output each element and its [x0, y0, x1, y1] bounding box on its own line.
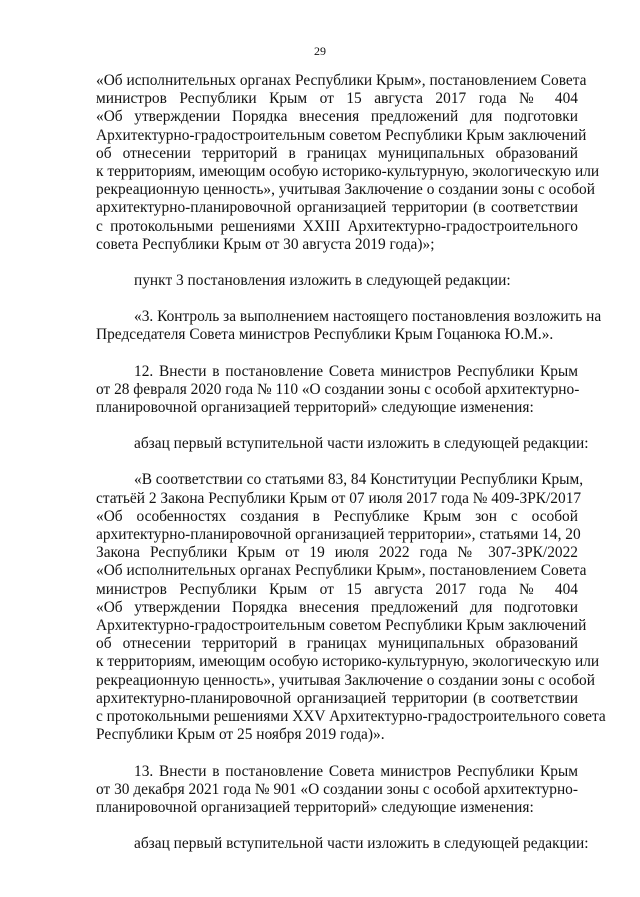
paragraph — [96, 763, 578, 818]
text-line: архитектурно-планировочной организацией территории (в соответствии — [96, 199, 578, 217]
text-line: архитектурно-планировочной организацией территории (в соответствии — [96, 689, 578, 707]
paragraph — [96, 272, 578, 290]
text-line: Председателя Совета министров Республики Крым Гоцанюка Ю.М.». — [96, 326, 554, 344]
text-line: абзац первый вступительной части изложить в следующей редакции: — [134, 835, 589, 853]
paragraph — [96, 308, 602, 344]
text-line: с протокольными решениями XXV Архитектурно-градостроительного совета — [96, 708, 606, 726]
text-line: к территориям, имеющим особую историко-культурную, экологическую или — [96, 653, 600, 671]
text-line: планировочной организацией территорий» следующие изменения: — [96, 798, 534, 816]
text-line: Архитектурно-градостроительным советом Республики Крым заключений — [96, 617, 587, 635]
text-line: Закона Республики Крым от 19 июля 2022 года № 307-ЗРК/2022 — [96, 544, 578, 562]
text-line: статьёй 2 Закона Республики Крым от 07 июля 2017 года № 409-ЗРК/2017 — [96, 489, 582, 507]
page-number: 29 — [314, 44, 326, 58]
text-line: «Об особенностях создания в Республике Крым зон с особой — [96, 507, 578, 525]
text-line: об отнесении территорий в границах муниципальных образований — [96, 635, 578, 653]
text-line: «3. Контроль за выполнением настоящего постановления возложить на — [134, 308, 602, 326]
text-line: архитектурно-планировочной организацией территории», статьями 14, 20 — [96, 526, 581, 544]
text-line: к территориям, имеющим особую историко-культурную, экологическую или — [96, 163, 600, 181]
text-line: с протокольными решениями XXIII Архитектурно-градостроительного — [96, 217, 578, 235]
text-line: рекреационную ценность», учитывая Заключение о создании зоны с особой — [96, 671, 595, 689]
paragraph — [96, 835, 589, 853]
text-line: абзац первый вступительной части изложить в следующей редакции: — [134, 435, 589, 453]
document-body — [96, 72, 606, 853]
text-line: Архитектурно-градостроительным советом Республики Крым заключений — [96, 126, 587, 144]
text-line: 13. Внести в постановление Совета министров Республики Крым — [134, 762, 578, 780]
paragraph — [96, 471, 606, 744]
paragraph — [96, 435, 589, 453]
text-line: об отнесении территорий в границах муниципальных образований — [96, 144, 578, 162]
text-line: 12. Внести в постановление Совета министров Республики Крым — [134, 362, 578, 380]
text-line: «Об утверждении Порядка внесения предложений для подготовки — [96, 108, 578, 126]
text-line: совета Республики Крым от 30 августа 2019 года)»; — [96, 235, 435, 253]
paragraph — [96, 363, 578, 418]
text-line: «Об исполнительных органах Республики Крым», постановлением Совета — [96, 562, 587, 580]
text-line: планировочной организацией территорий» следующие изменения: — [96, 399, 534, 417]
text-line: министров Республики Крым от 15 августа 2017 года № 404 — [96, 90, 578, 108]
text-line: рекреационную ценность», учитывая Заключение о создании зоны с особой — [96, 181, 595, 199]
text-line: от 30 декабря 2021 года № 901 «О создании зоны с особой архитектурно- — [96, 780, 578, 798]
text-line: «Об исполнительных органах Республики Крым», постановлением Совета — [96, 72, 587, 89]
text-line: пункт 3 постановления изложить в следующей редакции: — [134, 272, 511, 290]
text-line: Республики Крым от 25 ноября 2019 года)». — [96, 726, 385, 744]
paragraph — [96, 72, 600, 254]
text-line: от 28 февраля 2020 года № 110 «О создании зоны с особой архитектурно- — [96, 380, 580, 398]
text-line: «Об утверждении Порядка внесения предложений для подготовки — [96, 598, 578, 616]
text-line: министров Республики Крым от 15 августа 2017 года № 404 — [96, 580, 578, 598]
text-line: «В соответствии со статьями 83, 84 Конституции Республики Крым, — [134, 471, 584, 489]
